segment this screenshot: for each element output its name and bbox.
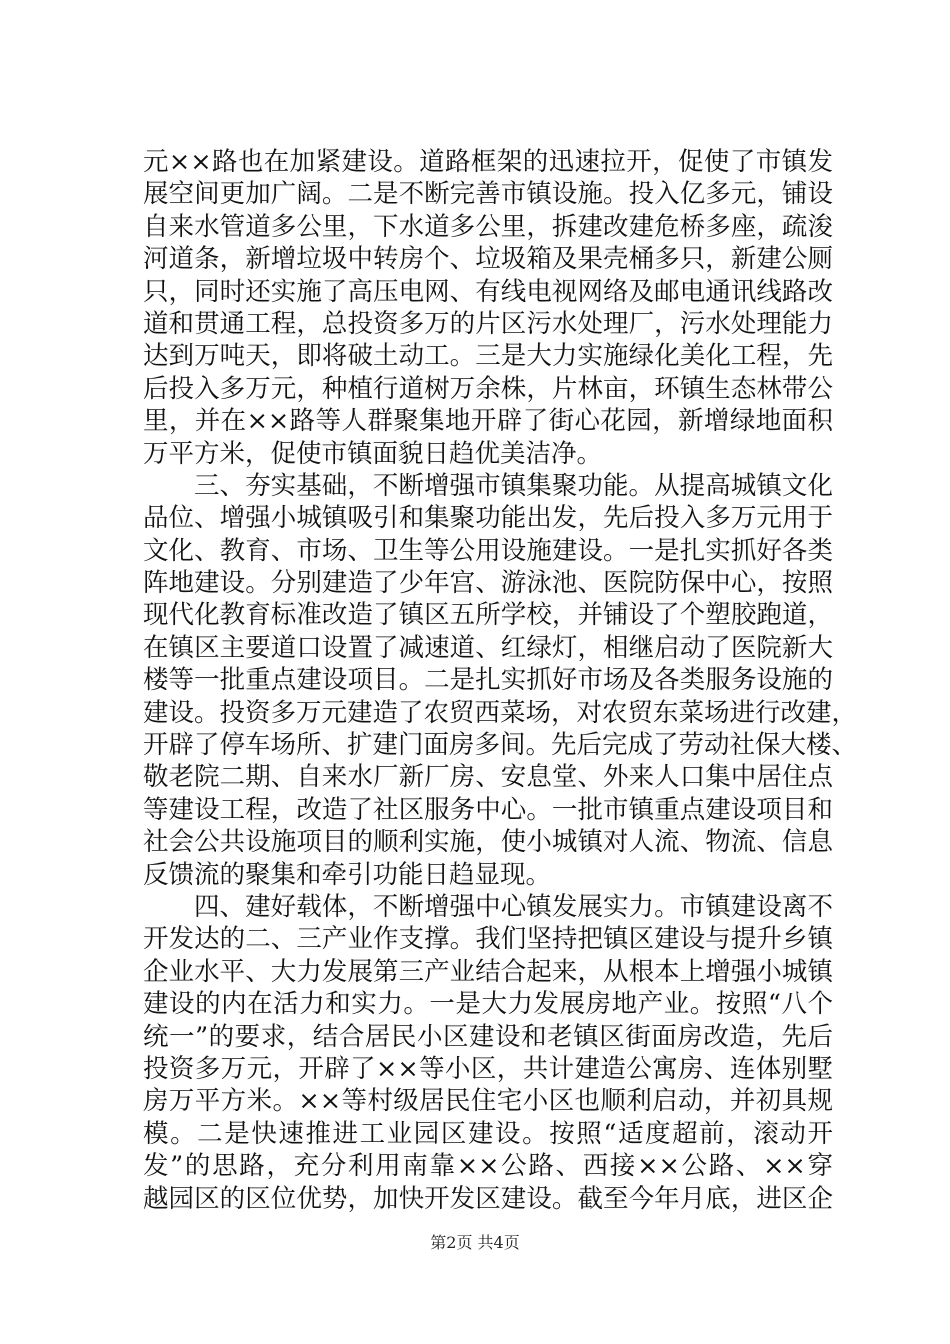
page-number-footer: 第2页 共4页 [430, 1233, 520, 1252]
text-line: 企业水平、大力发展第三产业结合起来，从根本上增强小城镇 [143, 956, 833, 987]
text-line: 楼等一批重点建设项目。二是扎实抓好市场及各类服务设施的 [143, 665, 833, 696]
text-line: 里，并在××路等人群聚集地开辟了街心花园，新增绿地面积 [143, 406, 833, 437]
text-line: 建设的内在活力和实力。一是大力发展房地产业。按照“八个 [143, 989, 833, 1020]
text-line: 品位、增强小城镇吸引和集聚功能出发，先后投入多万元用于 [143, 503, 833, 534]
text-line: 后投入多万元，种植行道树万余株，片林亩，环镇生态林带公 [143, 373, 833, 404]
text-line: 达到万吨天，即将破土动工。三是大力实施绿化美化工程，先 [143, 341, 833, 372]
text-line: 开发达的二、三产业作支撑。我们坚持把镇区建设与提升乡镇 [143, 924, 833, 955]
document-body [143, 146, 858, 1215]
text-line: 反馈流的聚集和牵引功能日趋显现。 [143, 859, 552, 890]
text-line: 现代化教育标准改造了镇区五所学校，并铺设了个塑胶跑道， [143, 600, 833, 631]
text-line: 在镇区主要道口设置了减速道、红绿灯，相继启动了医院新大 [143, 632, 833, 663]
text-line: 自来水管道多公里，下水道多公里，拆建改建危桥多座，疏浚 [143, 211, 833, 242]
text-line: 社会公共设施项目的顺利实施，使小城镇对人流、物流、信息 [143, 827, 833, 858]
text-line: 开辟了停车场所、扩建门面房多间。先后完成了劳动社保大楼、 [143, 730, 858, 761]
text-line: 只，同时还实施了高压电网、有线电视网络及邮电通讯线路改 [143, 276, 833, 307]
text-line: 模。二是快速推进工业园区建设。按照“适度超前，滚动开 [143, 1118, 833, 1149]
text-line: 河道条，新增垃圾中转房个、垃圾箱及果壳桶多只，新建公厕 [143, 244, 833, 275]
text-line: 等建设工程，改造了社区服务中心。一批市镇重点建设项目和 [143, 794, 833, 825]
text-line: 文化、教育、市场、卫生等公用设施建设。一是扎实抓好各类 [143, 535, 833, 566]
text-line: 道和贯通工程，总投资多万的片区污水处理厂，污水处理能力 [143, 308, 833, 339]
text-line: 敬老院二期、自来水厂新厂房、安息堂、外来人口集中居住点 [143, 762, 833, 793]
text-line: 建设。投资多万元建造了农贸西菜场，对农贸东菜场进行改建， [143, 697, 858, 728]
paragraph-start-line: 三、夯实基础，不断增强市镇集聚功能。从提高城镇文化 [194, 470, 833, 501]
text-line: 万平方米，促使市镇面貌日趋优美洁净。 [143, 438, 603, 469]
text-line: 发”的思路，充分利用南靠××公路、西接××公路、××穿 [143, 1151, 833, 1182]
text-line: 元××路也在加紧建设。道路框架的迅速拉开，促使了市镇发 [143, 147, 833, 177]
text-line: 展空间更加广阔。二是不断完善市镇设施。投入亿多元，铺设 [143, 179, 833, 210]
text-line: 房万平方米。××等村级居民住宅小区也顺利启动，并初具规 [143, 1086, 833, 1117]
text-line: 越园区的区位优势，加快开发区建设。截至今年月底，进区企 [143, 1183, 833, 1214]
text-line: 投资多万元，开辟了××等小区，共计建造公寓房、连体别墅 [143, 1053, 833, 1084]
text-line: 阵地建设。分别建造了少年宫、游泳池、医院防保中心，按照 [143, 568, 833, 599]
paragraph-start-line: 四、建好载体，不断增强中心镇发展实力。市镇建设离不 [194, 891, 833, 922]
text-line: 统一”的要求，结合居民小区建设和老镇区街面房改造，先后 [143, 1021, 833, 1052]
